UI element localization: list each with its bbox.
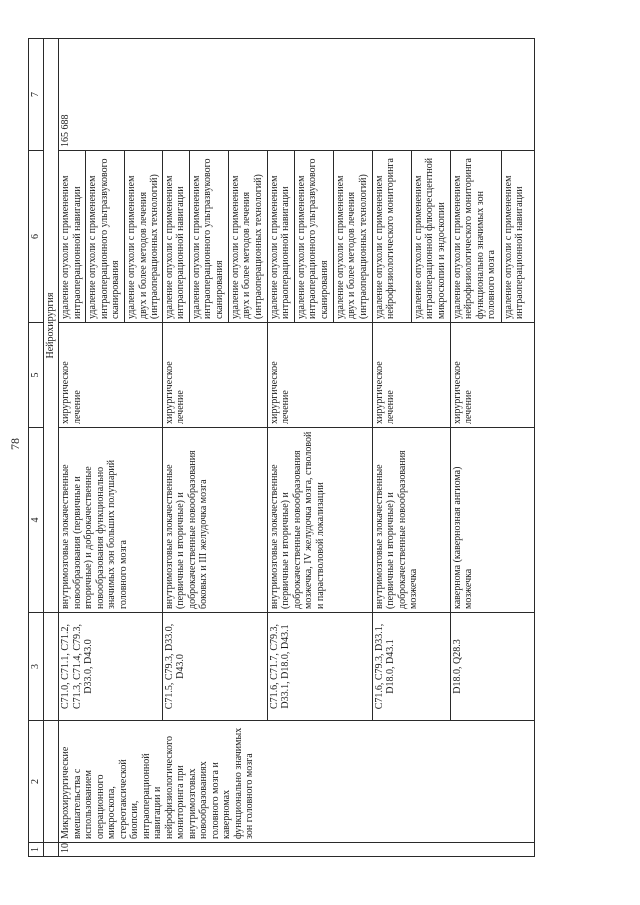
method-item: удаление опухоли с применением двух и более методов лечения (интраоперационных технологий) <box>228 151 267 323</box>
method-item: удаление опухоли с применением двух и более методов лечения (интраоперационных технологий) <box>333 151 372 323</box>
patient-model: внутримозговые злокачественные (первичные и вторичные) и доброкачественные новообразования мозжечка, IV желудочка мозга, стволовой и парастволовой локализации <box>267 428 372 613</box>
table-row <box>59 39 86 857</box>
patient-model: внутримозговые злокачественные новообразования (первичные и вторичные) и доброкачественные новообразования функционально значимых зон больших полушарий головного мозга <box>59 428 163 613</box>
page-number: 78 <box>8 438 22 450</box>
method-item: удаление опухоли с применением нейрофизиологического мониторинга <box>372 151 411 323</box>
method-item: удаление опухоли с применением интраоперационной навигации <box>59 151 86 323</box>
price-value: 165 688 <box>59 39 535 151</box>
method-item: удаление опухоли с применением интраоперационной флюоресцентной микроскопии и эндоскопии <box>411 151 450 323</box>
patient-model: внутримозговые злокачественные (первичные и вторичные) и доброкачественные новообразования мозжечка <box>372 428 450 613</box>
treatment-type: хирургическое лечение <box>267 323 372 428</box>
col-header-2: 2 <box>29 721 44 843</box>
treatment-type: хирургическое лечение <box>372 323 450 428</box>
diagnosis-codes: C71.0, C71.1, C71.2, C71.3, C71.4, C79.3, D33.0, D43.0 <box>59 613 163 721</box>
column-number-row <box>29 39 44 857</box>
method-item: удаление опухоли с применением интраоперационной навигации <box>267 151 294 323</box>
section-title: Нейрохирургия <box>44 39 59 613</box>
patient-model: кавернома (кавернозная ангиома) мозжечка <box>450 428 534 613</box>
patient-model: внутримозговые злокачественные (первичные и вторичные) и доброкачественные новообразования боковых и III желудочка мозга <box>162 428 267 613</box>
col-header-1: 1 <box>29 843 44 857</box>
row-number: 10 <box>59 843 535 857</box>
col-header-5: 5 <box>29 323 44 428</box>
method-item: удаление опухоли с применением интраоперационного ультразвукового сканирования <box>86 151 125 323</box>
treatment-type: хирургическое лечение <box>162 323 267 428</box>
method-item: удаление опухоли с применением интраоперационного ультразвукового сканирования <box>294 151 333 323</box>
method-item: удаление опухоли с применением интраоперационной навигации <box>162 151 189 323</box>
col-header-4: 4 <box>29 428 44 613</box>
method-item: удаление опухоли с применением двух и более методов лечения (интраоперационных технологий) <box>125 151 163 323</box>
col-header-7: 7 <box>29 39 44 151</box>
diagnosis-codes: D18.0, Q28.3 <box>450 613 534 721</box>
col-header-3: 3 <box>29 613 44 721</box>
treatment-type: хирургическое лечение <box>450 323 534 428</box>
col-header-6: 6 <box>29 151 44 323</box>
method-item: удаление опухоли с применением интраоперационного ультразвукового сканирования <box>189 151 228 323</box>
diagnosis-codes: C71.5, C79.3, D33.0, D43.0 <box>162 613 267 721</box>
procedures-table <box>28 38 535 857</box>
method-item: удаление опухоли с применением нейрофизиологического мониторинга функционально значимых зон головного мозга <box>450 151 501 323</box>
group-name: Микрохирургические вмешательства с использованием операционного микроскопа, стереотаксической биопсии, интраоперационной навигации и нейрофизиологического мониторинга при внутримозговых новообразованиях головного мозга и каверномах функционально значимых зон головного мозга <box>59 721 535 843</box>
diagnosis-codes: C71.6, C71.7, C79.3, D33.1, D18.0, D43.1 <box>267 613 372 721</box>
diagnosis-codes: C71.6, C79.3, D33.1, D18.0, D43.1 <box>372 613 450 721</box>
method-item: удаление опухоли с применением интраоперационной навигации <box>501 151 534 323</box>
section-row <box>44 39 59 857</box>
treatment-type: хирургическое лечение <box>59 323 163 428</box>
